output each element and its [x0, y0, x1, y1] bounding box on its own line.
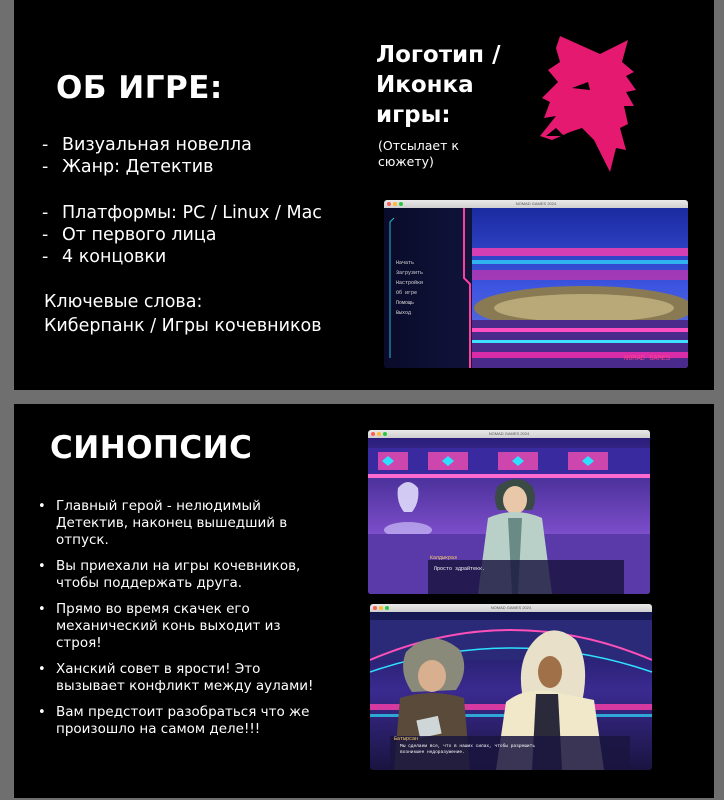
dialogue-scene-1 [368, 438, 650, 594]
menu-item-about: Об игре [396, 290, 418, 296]
window-title: NOMAD GAMES 2024 [488, 431, 530, 436]
slide-about [14, 0, 714, 390]
list-item: - Платформы: PC / Linux / Mac [42, 203, 322, 223]
logo-heading-line: игры: [376, 102, 451, 128]
list-item: - От первого лица [42, 225, 217, 245]
keywords-value: Киберпанк / Игры кочевников [44, 316, 322, 336]
list-item: • Вы приехали на игры кочевников, чтобы поддержать друга. [38, 558, 301, 591]
main-menu [396, 258, 423, 318]
menu-item-load: Загрузить [396, 270, 424, 276]
logo-heading-line: Иконка [376, 72, 474, 98]
window-title: NOMAD GAMES 2024 [490, 605, 532, 610]
horse-logo-icon [530, 32, 640, 180]
menu-item-help: Помощь [396, 300, 415, 306]
window-titlebar [370, 604, 652, 612]
list-item: - 4 концовки [42, 247, 167, 267]
list-item: - Жанр: Детектив [42, 157, 214, 177]
window-titlebar [384, 200, 688, 208]
list-item: - Визуальная новелла [42, 135, 252, 155]
synopsis-title: СИНОПСИС [50, 430, 253, 466]
synopsis-list [34, 498, 344, 747]
logo-heading-line: Логотип / [376, 42, 501, 68]
about-title: ОБ ИГРЕ: [56, 70, 223, 106]
dialogue-text: Просто здрайтекк. [434, 566, 486, 572]
logo-heading [376, 40, 500, 130]
slide-synopsis [14, 404, 714, 798]
list-item: • Прямо во время скачек его механический конь выходит из строя! [38, 601, 281, 651]
screenshot-watermark: NOMAD GAMES [624, 355, 671, 363]
features-list-platforms [42, 202, 322, 268]
keywords-label: Ключевые слова: [44, 292, 203, 312]
list-item: • Главный герой - нелюдимый Детектив, наконец вышедший в отпуск. [38, 498, 288, 548]
window-title: NOMAD GAMES 2024 [515, 201, 557, 206]
logo-note-line: (Отсылает к [378, 138, 459, 153]
list-item: • Вам предстоит разобраться что же произошло на самом деле!!! [38, 704, 310, 737]
list-item: • Ханский совет в ярости! Это вызывает конфликт между аулами! [38, 661, 314, 694]
menu-item-settings: Настройки [396, 280, 424, 286]
game-screenshot-main-menu [384, 200, 688, 368]
features-list-genre [42, 134, 252, 178]
dialogue-text: Мы сделаем все, что в наших силах, чтобы разрешить возникшее недоразумение. [400, 744, 536, 755]
logo-note [378, 138, 459, 170]
menu-item-exit: Выход [396, 310, 412, 316]
window-titlebar [368, 430, 650, 438]
logo-note-line: сюжету) [378, 154, 434, 169]
keywords [44, 290, 322, 338]
speaker-name: Батырсан [394, 736, 419, 742]
game-screenshot-dialogue-2 [370, 604, 652, 770]
speaker-name: Калдыкраз [430, 555, 458, 561]
main-menu-scene [384, 208, 688, 368]
menu-item-start: Начать [396, 260, 415, 266]
game-screenshot-dialogue-1 [368, 430, 650, 594]
